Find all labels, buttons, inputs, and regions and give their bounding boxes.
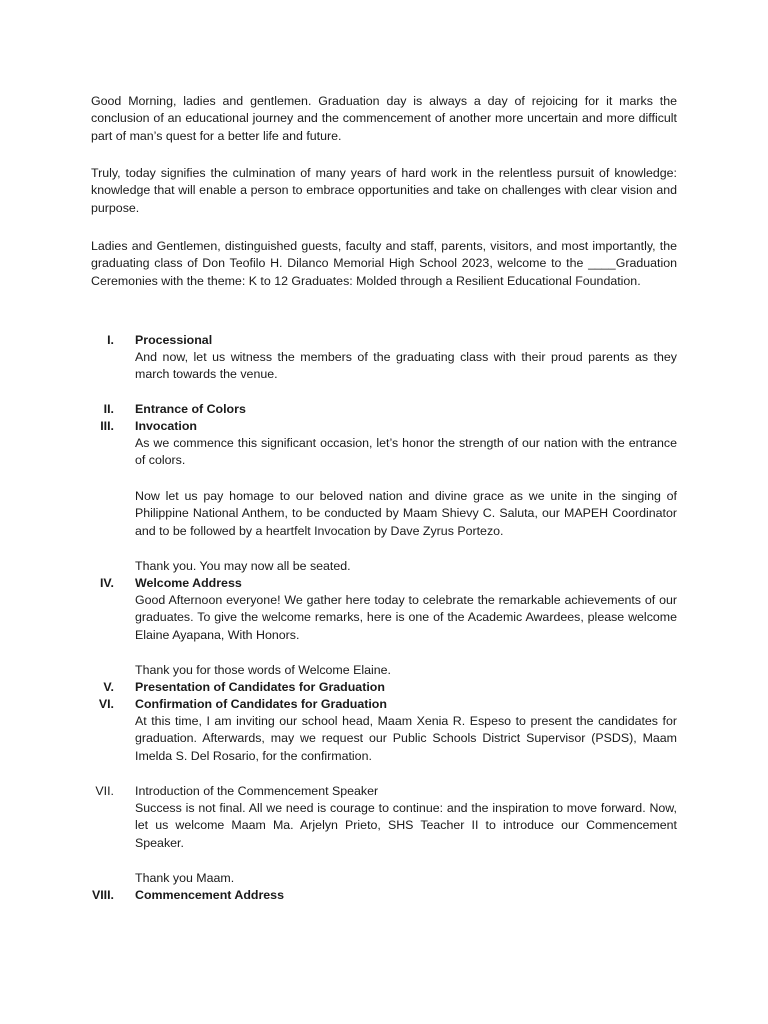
program-item-title: Processional [135, 333, 213, 347]
program-item-number: VIII. [91, 888, 114, 902]
program-item-title: Confirmation of Candidates for Graduation [135, 697, 387, 711]
intro-paragraph-1: Good Morning, ladies and gentlemen. Graduation day is always a day of rejoicing for it marks the conclusion of an educational journey and the commencement of another more uncertain and more difficult part of man’s quest for a better life and future. [91, 94, 677, 143]
program-item-text: At this time, I am inviting our school head, Maam Xenia R. Espeso to present the candidates for graduation. Afterwards, may we request our Public Schools District Supervisor (PSDS), Maam Imelda S. Del Rosario, for the confirmation. [135, 714, 677, 763]
program-item-text: Thank you. You may now all be seated. [135, 559, 351, 573]
intro-paragraph-3: Ladies and Gentlemen, distinguished guests, faculty and staff, parents, visitors, and most importantly, the graduating class of Don Teofilo H. Dilanco Memorial High School 2023, welcome to the ____Graduation Ceremonies with the theme: K to 12 Graduates: Molded through a Resilient Educational Foundation. [91, 239, 677, 288]
program-item-text: Now let us pay homage to our beloved nation and divine grace as we unite in the singing of Philippine National Anthem, to be conducted by Maam Shievy C. Saluta, our MAPEH Coordinator and to be followed by a heartfelt Invocation by Dave Zyrus Portezo. [135, 489, 677, 538]
program-item-title: Invocation [135, 419, 197, 433]
program-item-text: Thank you for those words of Welcome Elaine. [135, 663, 391, 677]
program-item-text: Success is not final. All we need is courage to continue: and the inspiration to move forward. Now, let us welcome Maam Ma. Arjelyn Prieto, SHS Teacher II to introduce our Commencement Speaker. [135, 801, 677, 850]
program-item-text: As we commence this significant occasion, let’s honor the strength of our nation with the entrance of colors. [135, 436, 677, 468]
program-item-number: V. [103, 680, 114, 694]
program-item-title: Introduction of the Commencement Speaker [135, 784, 379, 798]
program-item-number: I. [107, 333, 114, 347]
program-item-number: VI. [98, 697, 114, 711]
program-item-number: VII. [95, 784, 114, 798]
program-item-number: II. [103, 402, 114, 416]
program-item-title: Commencement Address [135, 888, 284, 902]
program-item-text: Good Afternoon everyone! We gather here today to celebrate the remarkable achievements of our graduates. To give the welcome remarks, here is one of the Academic Awardees, please welcome Elaine Ayapana, With Honors. [135, 593, 677, 642]
program-item-number: III. [100, 419, 114, 433]
program-item-text: And now, let us witness the members of the graduating class with their proud parents as they march towards the venue. [135, 350, 677, 382]
program-item-title: Presentation of Candidates for Graduation [135, 680, 385, 694]
program-item-number: IV. [99, 576, 114, 590]
intro-paragraph-2: Truly, today signifies the culmination of many years of hard work in the relentless pursuit of knowledge: knowledge that will enable a person to embrace opportunities and take on challenges with clear vision and purpose. [91, 166, 677, 215]
program-item-title: Entrance of Colors [135, 402, 246, 416]
program-item-title: Welcome Address [135, 576, 242, 590]
program-item-text: Thank you Maam. [135, 871, 235, 885]
